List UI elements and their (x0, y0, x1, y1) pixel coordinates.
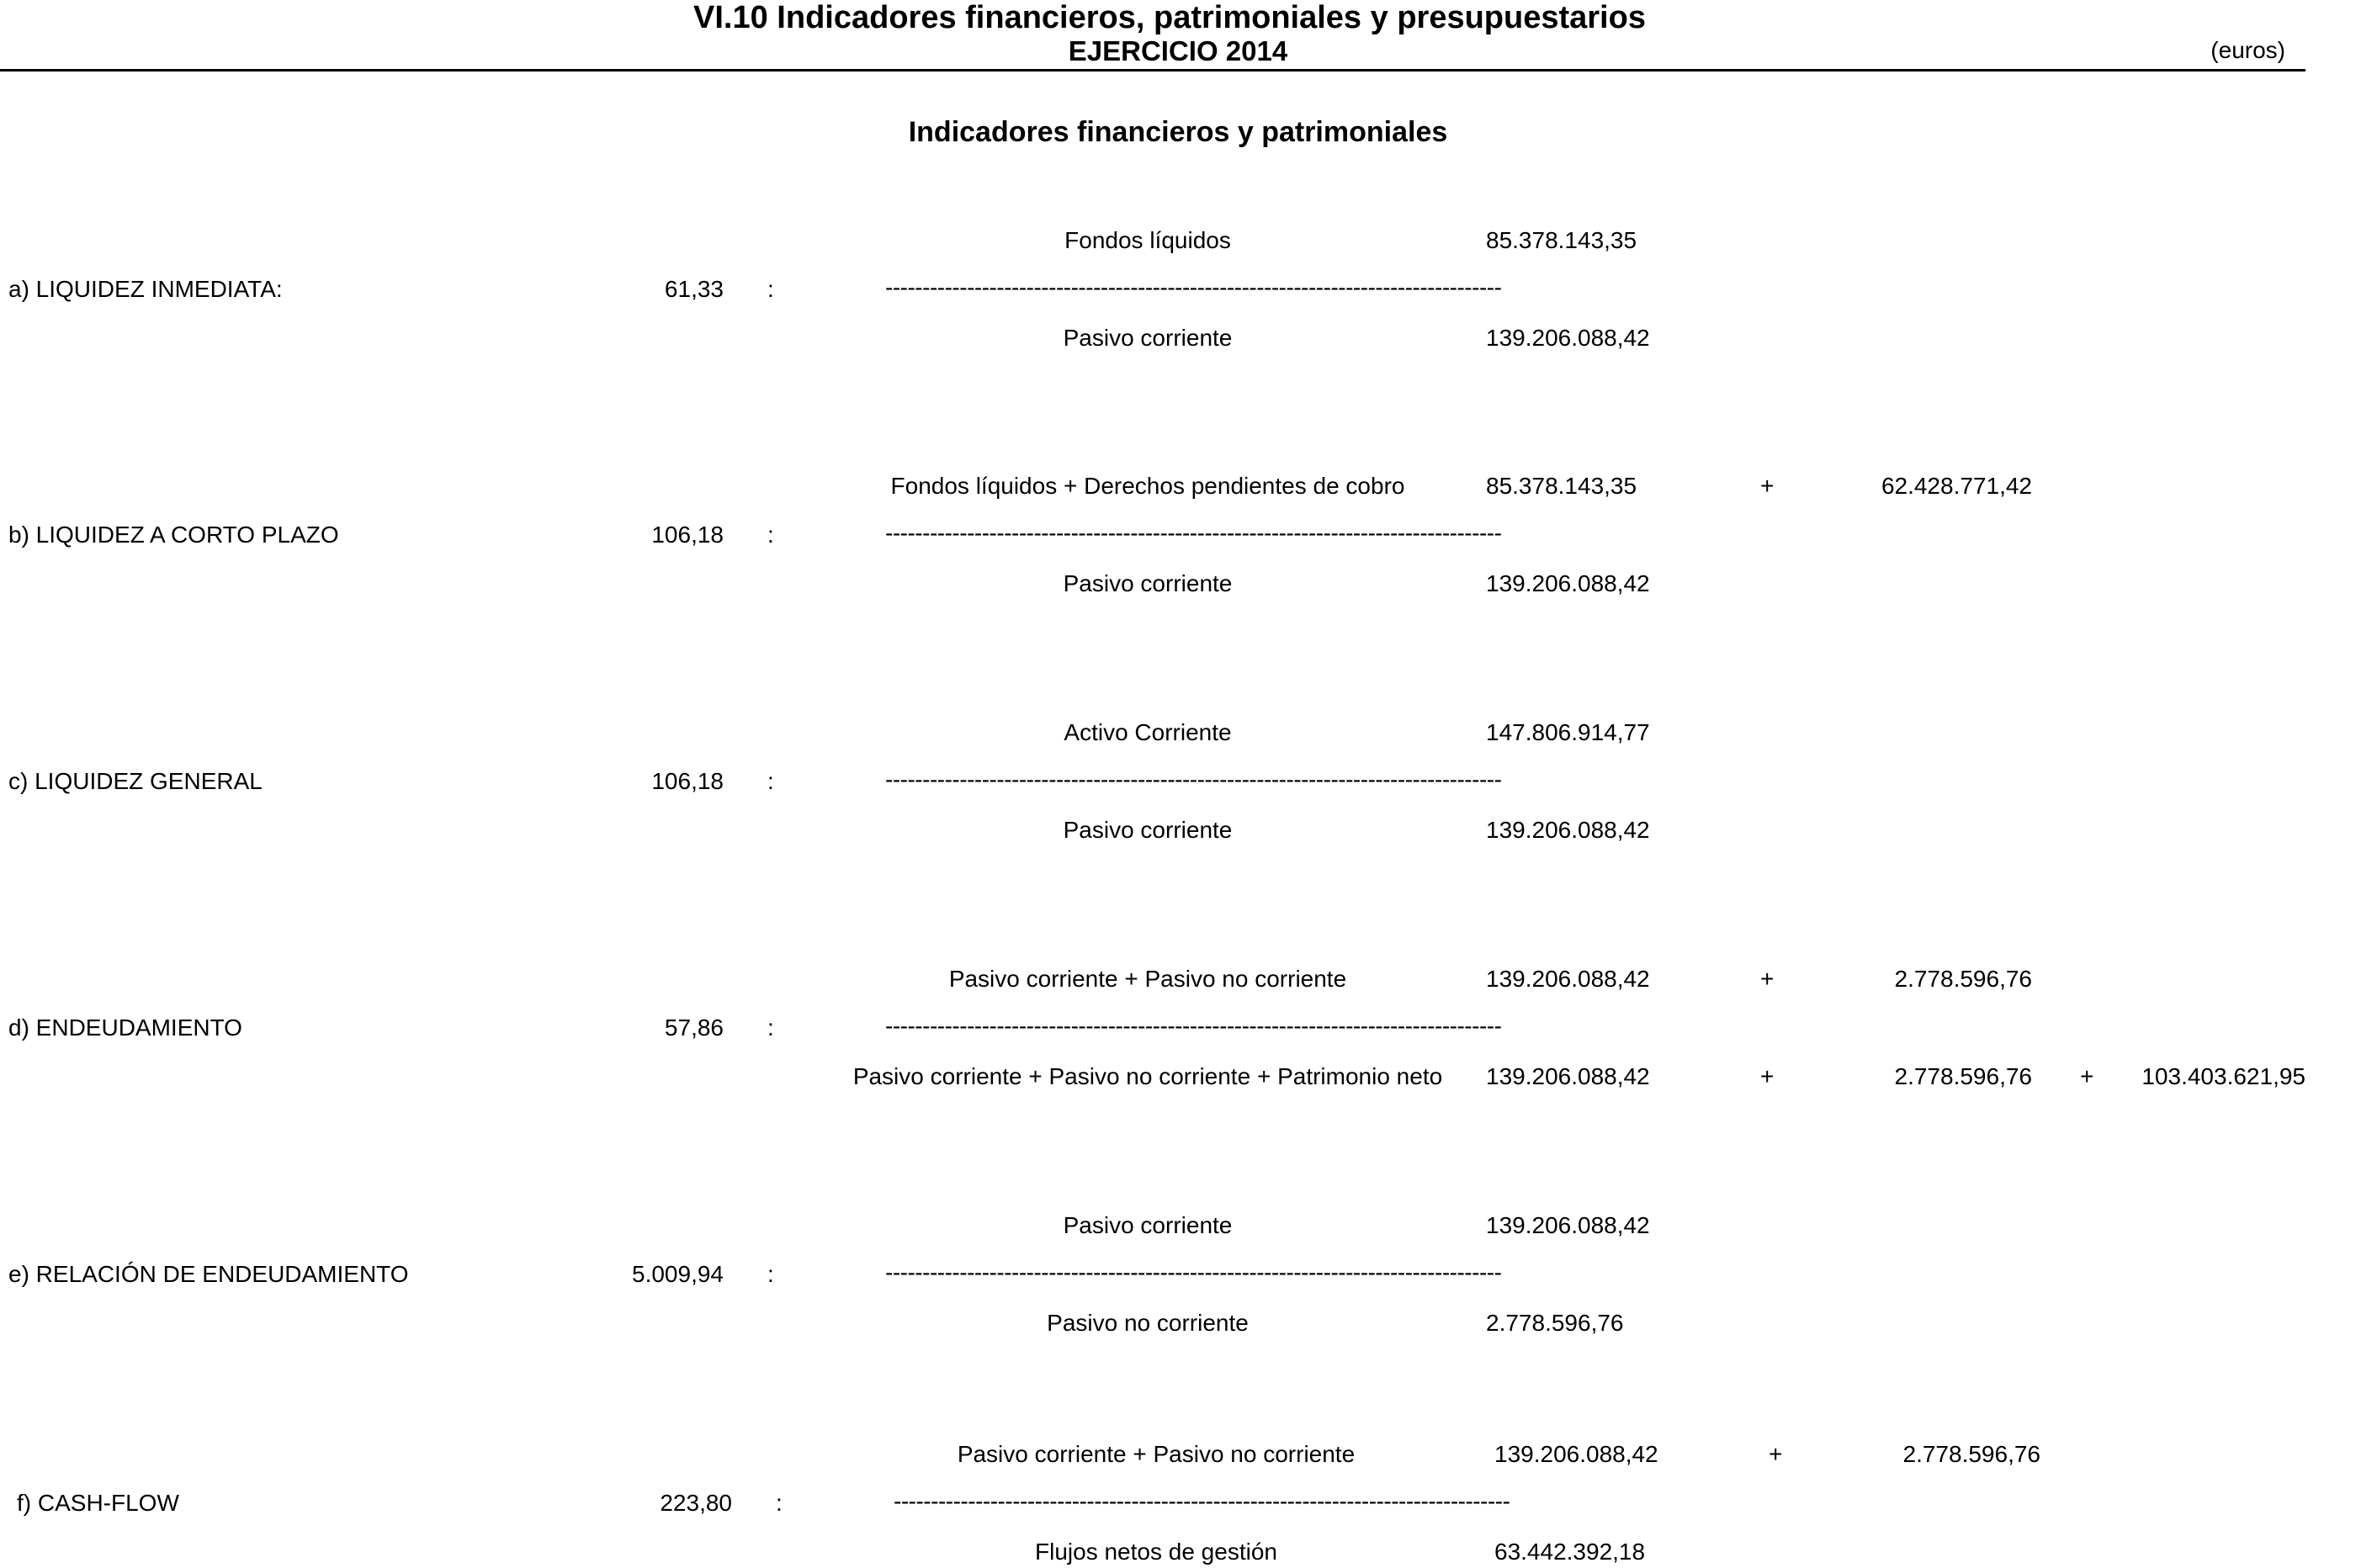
numerator-label: Fondos líquidos (1064, 227, 1231, 253)
numerator-label: Pasivo corriente (1063, 1212, 1233, 1238)
plus-sign: + (1760, 1063, 1775, 1089)
numerator-value: 147.806.914,77 (1486, 719, 1650, 745)
fraction-bar: ----------------------------------------------------------------------------------- (894, 1488, 1510, 1514)
report-subtitle: EJERCICIO 2014 (1068, 35, 1288, 66)
ratio-colon: : (767, 522, 774, 548)
header-rule (0, 69, 2306, 72)
report-title: VI.10 Indicadores financieros, patrimoniales y presupuestarios (693, 0, 1646, 35)
denominator-value: 63.442.392,18 (1494, 1539, 1646, 1565)
plus-sign: + (1760, 966, 1775, 992)
denominator-value: 2.778.596,76 (1894, 1063, 2032, 1089)
numerator-value: 139.206.088,42 (1486, 1212, 1650, 1238)
numerator-label: Pasivo corriente + Pasivo no corriente (948, 966, 1347, 992)
numerator-label: Activo Corriente (1064, 719, 1232, 745)
numerator-label: Pasivo corriente + Pasivo no corriente (957, 1441, 1356, 1467)
denominator-value: 139.206.088,42 (1486, 570, 1650, 596)
denominator-label: Pasivo corriente (1063, 570, 1233, 596)
denominator-label: Flujos netos de gestión (1035, 1539, 1277, 1565)
plus-sign: + (1760, 473, 1775, 499)
section-title: Indicadores financieros y patrimoniales (908, 116, 1448, 148)
ratio-colon: : (767, 276, 774, 302)
indicator-name: c) LIQUIDEZ GENERAL (8, 768, 263, 794)
fraction-bar: ----------------------------------------------------------------------------------- (885, 766, 1502, 792)
indicator-name: f) CASH-FLOW (17, 1490, 179, 1516)
ratio-colon: : (767, 768, 774, 794)
ratio-colon: : (767, 1014, 774, 1041)
indicator-value: 5.009,94 (632, 1261, 724, 1287)
numerator-value: 139.206.088,42 (1486, 966, 1650, 992)
numerator-value: 2.778.596,76 (1894, 966, 2032, 992)
denominator-value: 2.778.596,76 (1486, 1310, 1624, 1336)
numerator-value: 85.378.143,35 (1486, 227, 1637, 253)
plus-sign: + (2080, 1063, 2094, 1089)
indicator-value: 223,80 (660, 1490, 732, 1516)
numerator-label: Fondos líquidos + Derechos pendientes de cobro (890, 473, 1405, 499)
units-label: (euros) (2210, 37, 2285, 63)
denominator-value: 139.206.088,42 (1486, 1063, 1650, 1089)
denominator-label: Pasivo corriente (1063, 325, 1233, 351)
indicator-name: b) LIQUIDEZ A CORTO PLAZO (8, 522, 339, 548)
denominator-value: 139.206.088,42 (1486, 817, 1650, 843)
fraction-bar: ----------------------------------------------------------------------------------- (885, 1013, 1502, 1039)
indicator-name: e) RELACIÓN DE ENDEUDAMIENTO (8, 1261, 409, 1287)
denominator-label: Pasivo corriente (1063, 817, 1233, 843)
indicator-value: 57,86 (664, 1014, 724, 1041)
fraction-bar: ----------------------------------------------------------------------------------- (885, 520, 1502, 546)
indicator-name: a) LIQUIDEZ INMEDIATA: (8, 276, 283, 302)
numerator-value: 139.206.088,42 (1494, 1441, 1658, 1467)
indicator-value: 106,18 (651, 522, 724, 548)
denominator-value: 139.206.088,42 (1486, 325, 1650, 351)
numerator-value: 2.778.596,76 (1902, 1441, 2040, 1467)
ratio-colon: : (776, 1490, 783, 1516)
indicator-value: 106,18 (651, 768, 724, 794)
fraction-bar: ----------------------------------------------------------------------------------- (885, 274, 1502, 300)
denominator-label: Pasivo no corriente (1047, 1310, 1249, 1336)
indicator-value: 61,33 (664, 276, 724, 302)
indicator-name: d) ENDEUDAMIENTO (8, 1014, 242, 1041)
ratio-colon: : (767, 1261, 774, 1287)
numerator-value: 62.428.771,42 (1881, 473, 2032, 499)
plus-sign: + (1769, 1441, 1783, 1467)
denominator-value: 103.403.621,95 (2141, 1063, 2306, 1089)
numerator-value: 85.378.143,35 (1486, 473, 1637, 499)
fraction-bar: ----------------------------------------------------------------------------------- (885, 1259, 1502, 1285)
denominator-label: Pasivo corriente + Pasivo no corriente + Patrimonio neto (852, 1063, 1443, 1089)
